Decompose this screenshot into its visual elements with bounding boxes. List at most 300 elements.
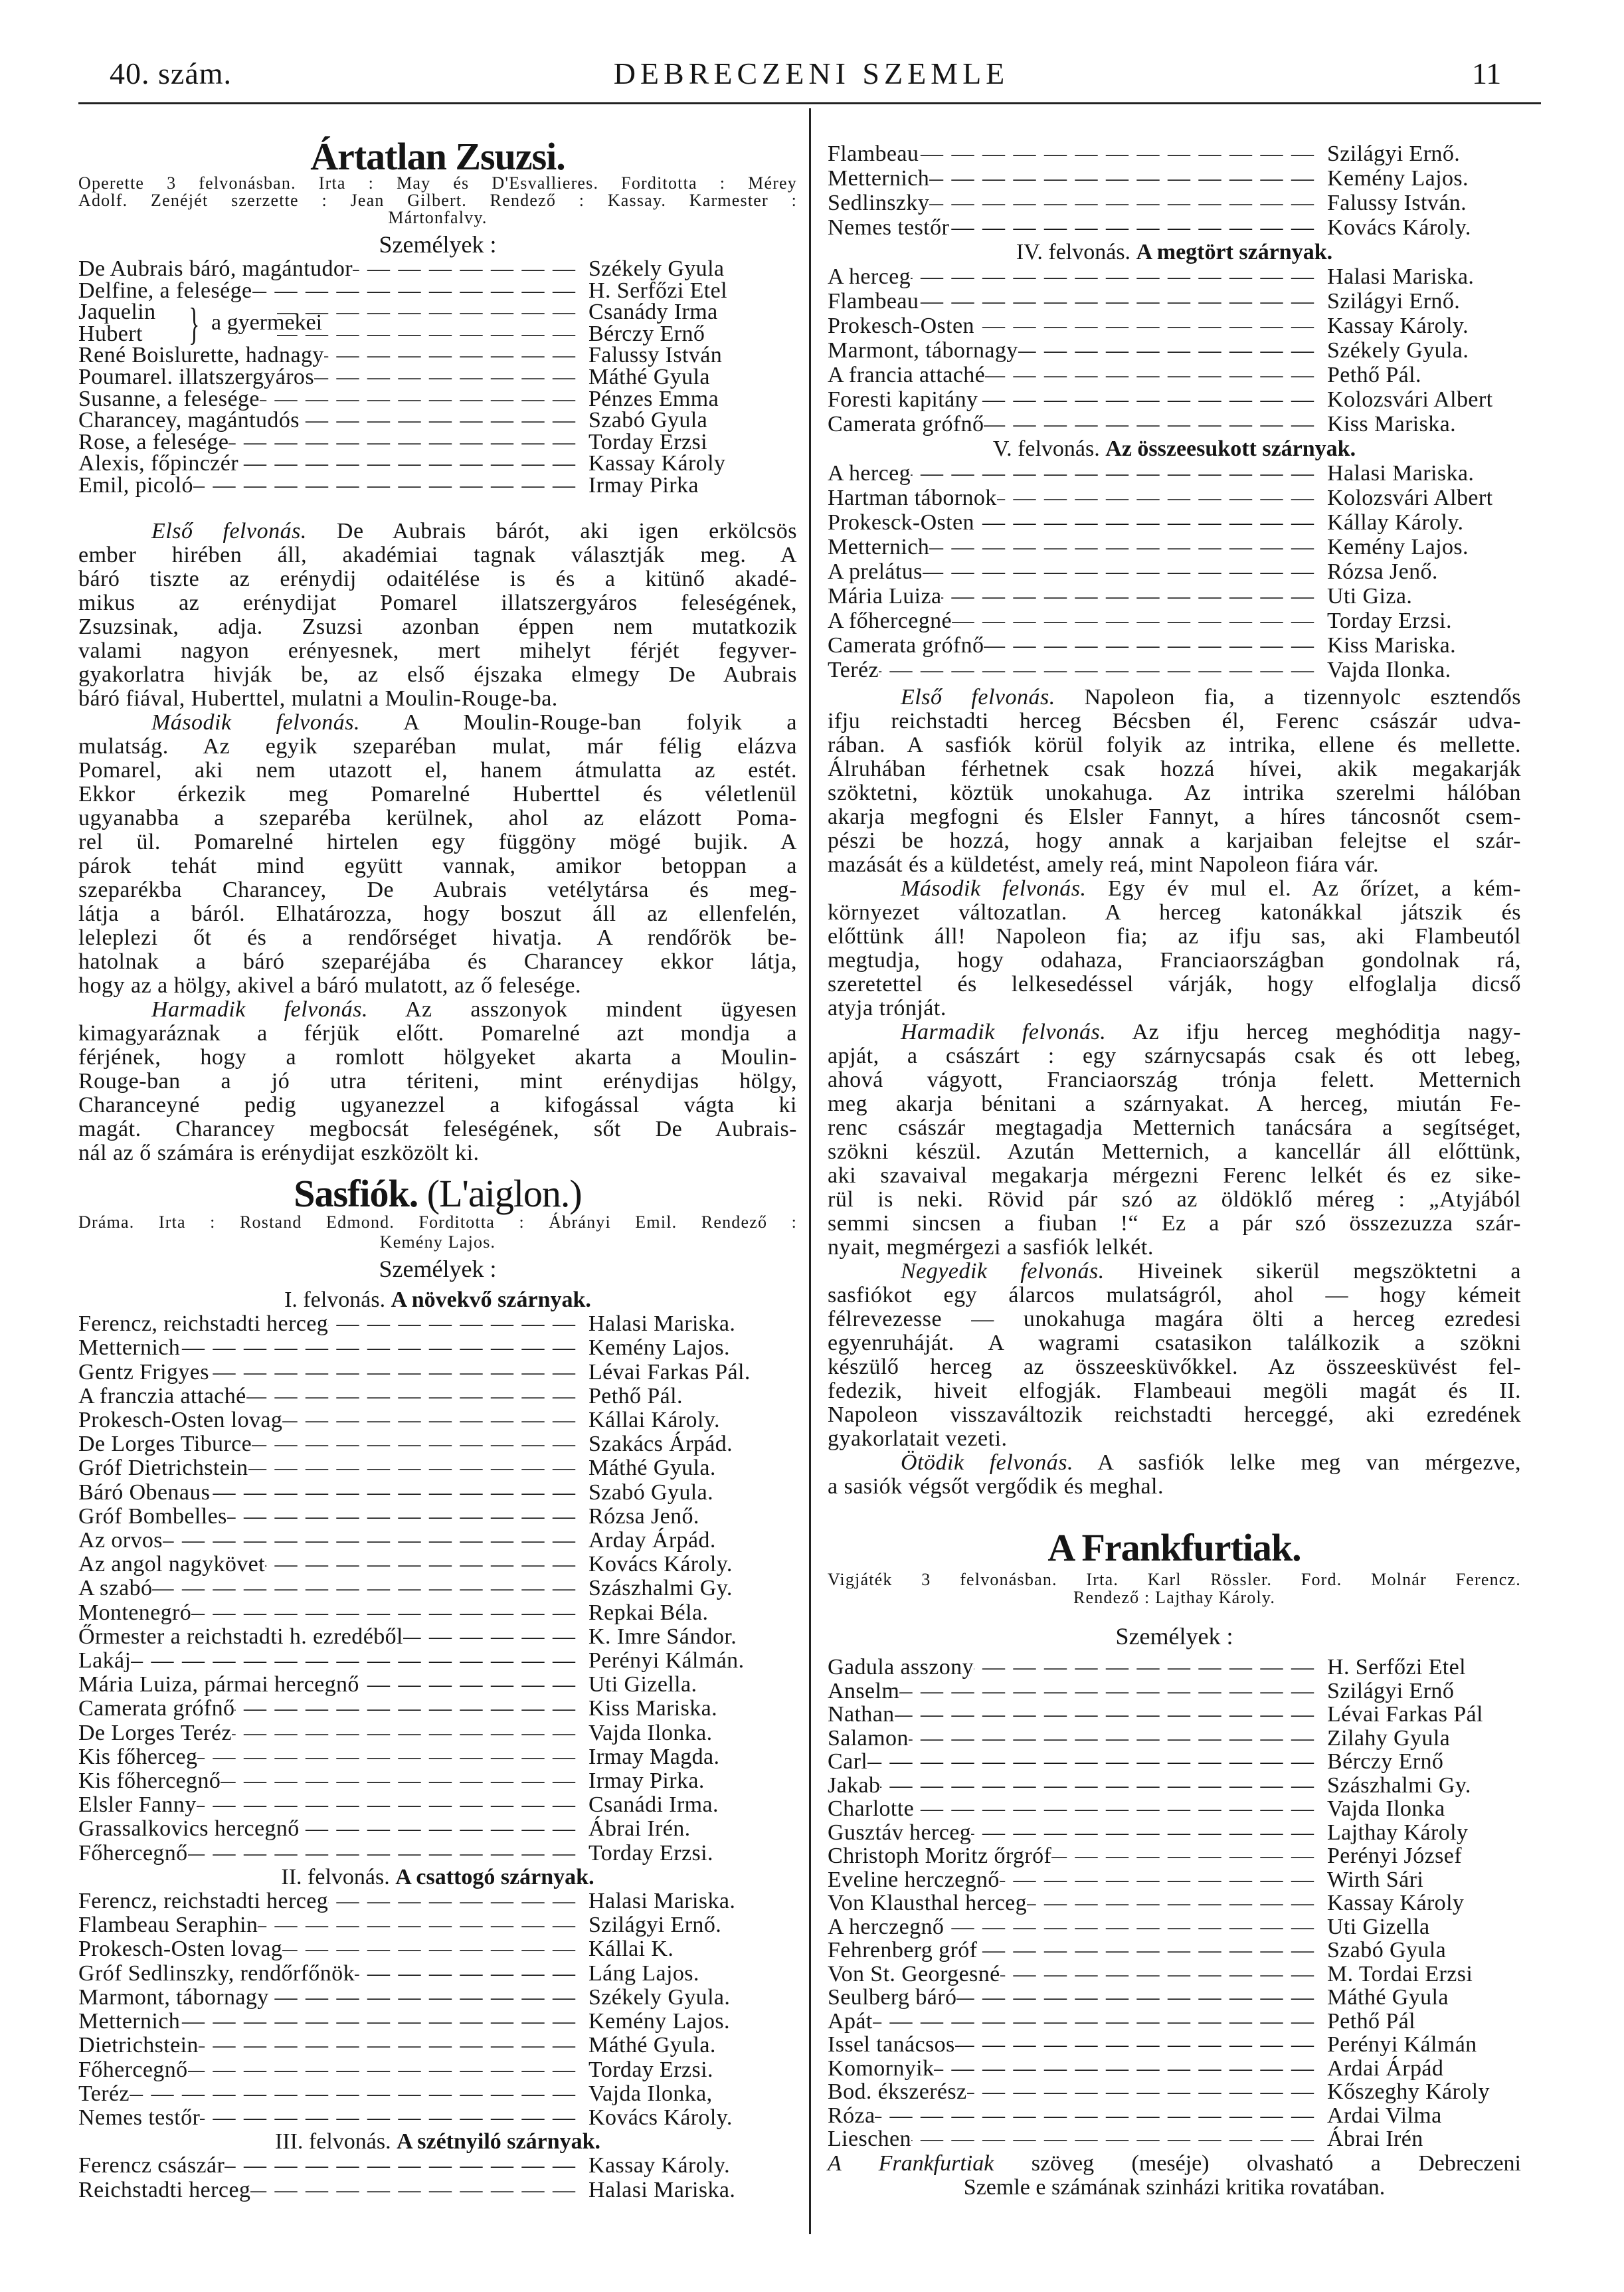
cast-row (78, 1913, 797, 1937)
text-line: szeparékba Charancey, De Aubrais vetélytársa és meg- (78, 878, 797, 902)
cast-actor: Szilágyi Ernő. (1327, 142, 1461, 166)
cast-row (828, 412, 1521, 436)
cast-role: Nemes testőr (828, 215, 950, 240)
text-line: sasfiókot egy álarcos mulatságról, ahol — hogy kémeit (828, 1283, 1521, 1307)
cast-actor: Wirth Sári (1327, 1867, 1424, 1892)
cast-role: Apát (828, 2008, 873, 2034)
text-line: megtudja, hogy odahaza, Franciaországban gondolnak rá, (828, 948, 1521, 973)
cast-row (78, 1793, 797, 1817)
dash-leader (314, 367, 588, 389)
text-line: ember hirében áll, akadémiai tagnak választják meg. A (78, 543, 797, 567)
cast-role: A szabó (78, 1576, 153, 1601)
dash-leader (919, 142, 1327, 166)
text-line: renc császár megtagadja Metternich tanácsára a segítséget, (828, 1115, 1521, 1140)
dash-leader (919, 289, 1327, 314)
text-line: apját, a császárt : egy szárnycsapás csak és ott lebeg, (828, 1044, 1521, 1068)
credit-line: Rendező : Lajthay Károly. (1073, 1588, 1276, 1607)
cast-row (78, 1625, 797, 1649)
text-line: Rouge-ban a jó utra tériteni, mint erénydijas hölgy, (78, 1069, 797, 1094)
cast-row (828, 1891, 1521, 1915)
cast-role: Von Klausthal herceg (828, 1891, 1028, 1915)
cast-actor: Szabó Gyula (588, 408, 708, 433)
dash-leader (941, 584, 1327, 609)
cast-role: Issel tanácsos (828, 2032, 955, 2057)
cast-actor: Szászhalmi Gy. (588, 1576, 733, 1601)
act-heading (78, 2130, 797, 2154)
act-lead: Második felvonás. (901, 876, 1087, 901)
cast-role: Teréz (78, 2081, 130, 2106)
text-line (828, 1451, 1521, 1475)
cast-row (828, 461, 1521, 486)
persons-label: Személyek : (379, 231, 497, 258)
cast-row (828, 1821, 1521, 1845)
dash-leader (1051, 1844, 1327, 1868)
credits-frankfurtiak (828, 1571, 1521, 1606)
cast-actor: K. Imre Sándor. (588, 1624, 737, 1649)
cast-actor: Rózsa Jenő. (588, 1503, 699, 1529)
text-line: előttünk áll! Napoleon fia; az ifju sas, aki Flambeutól (828, 924, 1521, 949)
cast-role: Lieschen (828, 2127, 911, 2151)
article-title-sasfiok (78, 1174, 797, 1214)
cast-role: Gentz Frigyes (78, 1359, 209, 1385)
cast-row (78, 1649, 797, 1673)
text-line: ifju reichstadti herceg Bécsben él, Ferenc császár udva- (828, 709, 1521, 733)
cast-row (78, 1842, 797, 1865)
cast-row (78, 1505, 797, 1529)
cast-row (78, 1986, 797, 2010)
dash-leader (985, 363, 1327, 387)
cast-row (828, 314, 1521, 338)
cast-actor: Kállay Károly. (1327, 510, 1464, 535)
act-label: I. felvonás. (284, 1288, 386, 1312)
text-line: báró fiával, Huberttel, mulatni a Moulin-Rouge-ba. (78, 686, 558, 711)
dash-leader (1000, 1962, 1327, 1986)
cast-row (828, 1844, 1521, 1868)
cast-role: Nemes testőr (78, 2105, 201, 2130)
cast-role: Flambeau Seraphin (78, 1913, 258, 1938)
credits-artatlan (78, 175, 797, 227)
dash-leader (952, 609, 1327, 633)
cast-actor: Zilahy Gyula (1327, 1725, 1451, 1751)
cast-role: Delfine, a felesége (78, 278, 252, 303)
cast-role: Flambeau (828, 289, 919, 314)
cast-role: Sedlinszky (828, 191, 930, 215)
text-line (78, 711, 797, 735)
dash-leader (180, 1336, 588, 1360)
text-line: a sasiók végsőt vergődik és meghal. (828, 1474, 1164, 1499)
cast-list-frankfurtiak (828, 1656, 1521, 2151)
dash-leader (152, 1576, 588, 1600)
cast-role: Ferencz, reichstadti herceg (78, 1889, 329, 1914)
column-divider (809, 108, 811, 2234)
dash-leader (353, 258, 588, 280)
cast-row (78, 1576, 797, 1600)
cast-row (828, 142, 1521, 166)
dash-leader (1027, 1891, 1327, 1915)
cast-role: Von St. Georgesné (828, 1961, 1000, 1986)
cast-list-sasfiok-part2 (828, 142, 1521, 682)
cast-role: A főhercegné (828, 609, 952, 633)
text-line: nál az ő számára is erénydijat eszközölt ki. (78, 1141, 480, 1165)
cast-row (828, 338, 1521, 363)
cast-role: René Boislurette, hadnagy (78, 343, 324, 368)
frankfurtiak-note (828, 2152, 1521, 2200)
cast-actor: Pethő Pál. (588, 1383, 683, 1408)
cast-role: Ferencz császár (78, 2153, 225, 2178)
text-line: rel ül. Pomarelné hirtelen egy függöny mögé bujik. A (78, 830, 797, 854)
synopsis-paragraph (828, 1260, 1521, 1451)
cast-row (78, 1745, 797, 1769)
dash-leader (277, 302, 588, 324)
act-lead: Első felvonás. (151, 519, 307, 543)
dash-leader (997, 486, 1327, 510)
cast-row (828, 1656, 1521, 1679)
dash-leader (944, 1915, 1327, 1939)
cast-row (828, 1962, 1521, 1986)
text-line: hatolnak a báró szeparéjába és Charancey ekkor látja, (78, 949, 797, 974)
text-span: Az ifju herceg meghóditja nagy- (1106, 1020, 1521, 1044)
cast-actor: Irmay Pirka. (588, 1768, 705, 1794)
cast-row (828, 2104, 1521, 2128)
cast-role: Metternich (828, 166, 930, 191)
dash-leader (355, 1962, 588, 1986)
dash-leader (875, 2104, 1327, 2128)
cast-row (78, 1529, 797, 1553)
cast-actor: Irmay Magda. (588, 1744, 720, 1769)
cast-role: De Lorges Tiburce (78, 1432, 252, 1457)
dash-leader (252, 280, 588, 302)
text-line: Ekkor érkezik meg Pomarelné Huberttel és véletlenül (78, 782, 797, 807)
dash-leader (867, 1750, 1327, 1774)
text-line: atyja trónját. (828, 996, 947, 1020)
cast-role: Salamon (828, 1725, 909, 1751)
cast-role: Gróf Sedlinszky, rendőrfőnök (78, 1960, 355, 1986)
cast-row (78, 472, 797, 498)
cast-row (828, 1797, 1521, 1821)
dash-leader (328, 1889, 588, 1913)
act-heading (78, 1865, 797, 1889)
dash-leader (232, 1721, 588, 1745)
cast-actor: Máthé Gyula. (588, 2033, 716, 2058)
cast-row (828, 658, 1521, 682)
credit-line: Mártonfalvy. (388, 208, 488, 227)
cast-role: Bod. ékszerész (828, 2079, 967, 2104)
newspaper-title-text: DEBRECZENI SZEMLE (613, 56, 1010, 90)
cast-row (78, 2034, 797, 2057)
act-name: Az összeesukott szárnyak. (1105, 436, 1356, 461)
synopsis-paragraph (78, 520, 797, 711)
dash-leader (324, 345, 588, 367)
text-line: aki szavaival megakarja mérgezni Ferenc lelkét és ez sike- (828, 1163, 1521, 1188)
cast-row (78, 2106, 797, 2130)
dash-leader (911, 461, 1327, 486)
cast-actor: Uti Gizella (1327, 1914, 1430, 1939)
text-span: Hiveinek sikerül megszöktetni a (1104, 1259, 1522, 1284)
act-heading (78, 1288, 797, 1312)
cast-role: Charlotte (828, 1796, 915, 1821)
dash-leader (911, 2127, 1327, 2151)
cast-role: Seulberg báró (828, 1985, 957, 2010)
dash-leader (914, 1797, 1327, 1821)
cast-row (828, 264, 1521, 289)
dash-leader (1000, 1868, 1327, 1892)
text-line: férjének, hogy a romlott hölgyeket akarta a Moulin- (78, 1045, 797, 1070)
text-line (828, 1260, 1521, 1284)
cast-actor: Ábrai Irén. (588, 1816, 691, 1842)
text-line: akarja megfogni és Elsler Fannyt, a híres táncosnőt csem- (828, 805, 1521, 829)
synopsis-sasfiok (828, 686, 1521, 1499)
text-span: A sasfiók lelke meg van mérgezve, (1073, 1450, 1521, 1475)
cast-actor: Kolozsvári Albert (1327, 486, 1493, 510)
cast-actor: Falussy István (588, 343, 723, 368)
note-line (828, 2152, 1521, 2176)
text-line (828, 686, 1521, 710)
cast-actor: Perényi József (1327, 1844, 1462, 1868)
text-span: Egy év mul el. Az őrízet, a kém- (1086, 876, 1521, 901)
dash-leader (300, 410, 588, 432)
cast-actor: Lajthay Károly (1327, 1820, 1469, 1845)
cast-role: Dietrichstein (78, 2033, 199, 2058)
cast-row (828, 363, 1521, 387)
cast-role: Susanne, a felesége (78, 386, 260, 411)
header-rule (78, 102, 1541, 104)
cast-row (828, 191, 1521, 215)
cast-actor: Székely Gyula (588, 256, 725, 281)
cast-row (78, 1385, 797, 1408)
cast-role: Őrmester a reichstadti h. ezredéből (78, 1624, 403, 1649)
cast-role: Metternich (828, 535, 930, 559)
cast-actor: Repkai Béla. (588, 1600, 709, 1625)
text-line: pészi be hozzá, hogy annak a karjaiban felejtse el szár- (828, 828, 1521, 853)
dash-leader (277, 324, 588, 345)
cast-actor: Ardai Vilma (1327, 2103, 1442, 2128)
dash-leader (899, 1679, 1327, 1703)
cast-actor: Vajda Ilonka. (588, 1720, 713, 1745)
title-original: (L'aiglon.) (426, 1172, 582, 1215)
dash-leader (221, 1769, 588, 1793)
cast-actor: Szilágyi Ernő. (1327, 289, 1461, 314)
cast-role: Nathan (828, 1702, 895, 1727)
cast-actor: Vajda Ilonka. (1327, 658, 1451, 682)
article-title-artatlan-zsuzsi: Ártatlan Zsuzsi. (310, 135, 565, 178)
act-heading (828, 436, 1521, 461)
cast-row (78, 1312, 797, 1336)
cast-row (828, 1939, 1521, 1962)
cast-row (828, 2127, 1521, 2151)
cast-actor: Rózsa Jenő. (1327, 559, 1438, 584)
text-line: ugyanabba a szeparéba kerülnek, ahol az elázott Poma- (78, 806, 797, 830)
cast-actor: Szakács Árpád. (588, 1432, 733, 1457)
cast-actor: Kovács Károly. (588, 2105, 733, 2130)
cast-role: Eveline herczegnő (828, 1867, 1000, 1892)
cast-actor: Lévai Farkas Pál. (588, 1359, 751, 1385)
cast-row (78, 1817, 797, 1841)
dash-leader (210, 1481, 588, 1505)
cast-row (78, 2010, 797, 2034)
cast-actor: Torday Erzsi. (588, 1840, 713, 1865)
dash-leader (228, 432, 588, 454)
credit-line: Dráma. Irta : Rostand Edmond. Forditotta : Ábrányi Emil. Rendező : (78, 1212, 797, 1232)
dash-leader (971, 1821, 1327, 1845)
cast-role: Mária Luiza (828, 584, 942, 609)
dash-leader (879, 658, 1327, 682)
synopsis-paragraph (828, 686, 1521, 877)
dash-leader (328, 1312, 588, 1336)
cast-role: Flambeau (828, 142, 919, 166)
text-line: gyakorlatra hivják be, az első éjszaka elmegy De Aubrais (78, 662, 797, 687)
text-line: félrevezesse — unokahuga magára ölti a herceg ezredesi (828, 1307, 1521, 1331)
act-lead: Harmadik felvonás. (901, 1020, 1107, 1044)
cast-actor: Kiss Mariska. (588, 1696, 718, 1721)
text-line: gyakorlatait vezeti. (828, 1426, 1008, 1451)
cast-role: Metternich (78, 2009, 181, 2034)
cast-role: Elsler Fanny (78, 1792, 197, 1818)
act-name: A növekvő szárnyak. (391, 1288, 591, 1312)
dash-leader (238, 453, 588, 475)
cast-row (78, 1673, 797, 1697)
text-line: leleplezi őt és a rendőrséget hivatja. A rendőrök be- (78, 925, 797, 950)
text-line: egyenruháját. A wagrami csatasikon találkozik a szökni (828, 1331, 1521, 1355)
cast-actor: Lévai Farkas Pál (1327, 1702, 1483, 1727)
cast-row (78, 1721, 797, 1745)
text-line (78, 998, 797, 1022)
dash-leader (934, 2057, 1327, 2081)
article-title-frankfurtiak: A Frankfurtiak. (1047, 1526, 1301, 1569)
cast-role: Montenegró (78, 1600, 192, 1625)
cast-role: Jakab (828, 1772, 881, 1798)
cast-role: A francia attaché (828, 363, 986, 387)
cast-actor: Máthé Gyula. (588, 1456, 716, 1481)
cast-role: Poumarel. illatszergyáros (78, 364, 314, 389)
cast-row (828, 1703, 1521, 1727)
cast-actor: Irmay Pirka (588, 472, 699, 498)
cast-row (78, 280, 797, 302)
cast-role: Komornyik (828, 2055, 935, 2081)
cast-role: A herceg (828, 264, 911, 289)
cast-role: Gadula asszony (828, 1655, 974, 1679)
children-brace-group (78, 298, 797, 349)
synopsis-paragraph (828, 1451, 1521, 1499)
credit-line: Adolf. Zenéjét szerzette : Jean Gilbert. Rendező : Kassay. Karmester : (78, 191, 797, 210)
text-span: Napoleon fia, a tizennyolc esztendős (1055, 685, 1521, 710)
cast-actor: Kovács Károly. (1327, 215, 1471, 240)
cast-actor: Uti Giza. (1327, 584, 1413, 609)
dash-leader (880, 1774, 1327, 1798)
act-name: A megtört szárnyak. (1136, 240, 1333, 264)
cast-row (828, 2080, 1521, 2104)
children-label: a gyermekei (211, 310, 323, 335)
dash-leader (250, 2178, 588, 2202)
cast-actor: Kassay Károly. (1327, 314, 1469, 338)
cast-role: Prokesch-Osten lovag (78, 1408, 283, 1433)
cast-actor: Bérczy Ernő (588, 321, 705, 346)
cast-actor: Halasi Mariska. (588, 1311, 736, 1337)
cast-actor: Bérczy Ernő (1327, 1749, 1444, 1774)
dash-leader (955, 2033, 1327, 2057)
credit-line: Operette 3 felvonásban. Irta : May és D'Esvallieres. Forditotta : Mérey (78, 173, 797, 193)
dash-leader (967, 2080, 1327, 2104)
cast-role: Az orvos (78, 1528, 163, 1553)
cast-role: Foresti kapitány (828, 387, 978, 412)
dash-leader (282, 1408, 588, 1432)
dash-leader (978, 387, 1327, 412)
cast-role: Emil, picoló (78, 472, 193, 498)
cast-role: Camerata grófnő (78, 1696, 235, 1721)
cast-row (78, 1769, 797, 1793)
text-line: mikus az erénydijat Pomarel illatszergyáros feleségének, (78, 591, 797, 615)
cast-row (78, 1553, 797, 1576)
note-lead: A Frankfurtiak (828, 2151, 994, 2176)
cast-role: A herceg (828, 461, 911, 486)
cast-role: Carl (828, 1749, 868, 1774)
dash-leader (197, 1745, 588, 1769)
cast-row (828, 1986, 1521, 2010)
text-line: rában. A sasfiók körül folyik az intrika, ellene és mellette. (828, 733, 1521, 757)
cast-row (828, 1774, 1521, 1798)
cast-row (828, 1679, 1521, 1703)
text-line: hogy az a hölgy, akivel a báró mulatott, az ő felesége. (78, 973, 581, 998)
synopsis-paragraph (828, 1020, 1521, 1260)
cast-row (78, 1432, 797, 1456)
cast-role: Lakáj (78, 1648, 132, 1673)
cast-row (828, 215, 1521, 240)
cast-role: Teréz (828, 658, 879, 682)
cast-actor: Kovács Károly. (588, 1552, 733, 1577)
cast-row (78, 453, 797, 475)
cast-actor: Torday Erzsi. (1327, 609, 1452, 633)
cast-role: Az angol nagykövet (78, 1552, 266, 1577)
cast-row (78, 1481, 797, 1505)
cast-role: Ferencz, reichstadti herceg (78, 1311, 329, 1337)
text-line (828, 877, 1521, 901)
persons-label: Személyek : (1115, 1623, 1233, 1650)
cast-row (78, 364, 797, 389)
credit-line: Kemény Lajos. (379, 1232, 496, 1252)
dash-leader (265, 1553, 588, 1576)
cast-row (78, 1408, 797, 1432)
cast-role: Jaquelin (78, 300, 156, 325)
act-lead: Első felvonás. (901, 685, 1055, 710)
text-line: Napoleon visszaváltozik reichstadti herceggé, aki ezredének (828, 1402, 1521, 1427)
text-line: Álruhában férhetnek csak hozzá hívei, akik megakarják (828, 757, 1521, 781)
text-line: meg akarja bénitani a szárnyakat. A herceg, miután Fe- (828, 1092, 1521, 1116)
cast-role: Kis főherceg (78, 1744, 198, 1769)
newspaper-title (0, 56, 1624, 92)
text-line: mulatság. Az egyik szeparéban mulat, már félig elázva (78, 734, 797, 759)
cast-row (828, 633, 1521, 658)
cast-actor: Arday Árpád. (588, 1528, 716, 1553)
cast-actor: Kőszeghy Károly (1327, 2079, 1490, 2104)
cast-actor: Ábrai Irén (1327, 2127, 1423, 2151)
page-number: 11 (1472, 56, 1502, 90)
dash-leader (199, 2034, 588, 2057)
act-lead: Második felvonás. (151, 710, 360, 735)
cast-row (828, 289, 1521, 314)
cast-row (78, 345, 797, 367)
act-lead: Ötödik felvonás. (901, 1450, 1074, 1475)
dash-leader (974, 510, 1327, 535)
cast-actor: Vajda Ilonka (1327, 1796, 1445, 1821)
dash-leader (225, 2154, 588, 2178)
text-line: szeretettel és lelkesedéssel várják, hogy elfoglalja dicső (828, 972, 1521, 997)
dash-leader (227, 1505, 588, 1529)
cast-role: Rose, a felesége (78, 429, 229, 454)
cast-role: Metternich (78, 1335, 181, 1361)
dash-leader (974, 1656, 1327, 1679)
text-line: nyait, megmérgezi a sasfiók lelkét. (828, 1235, 1154, 1260)
text-line: báró tiszte az erénydij odaitélése is és a kitünő akadé- (78, 567, 797, 591)
dash-leader (258, 1913, 588, 1937)
